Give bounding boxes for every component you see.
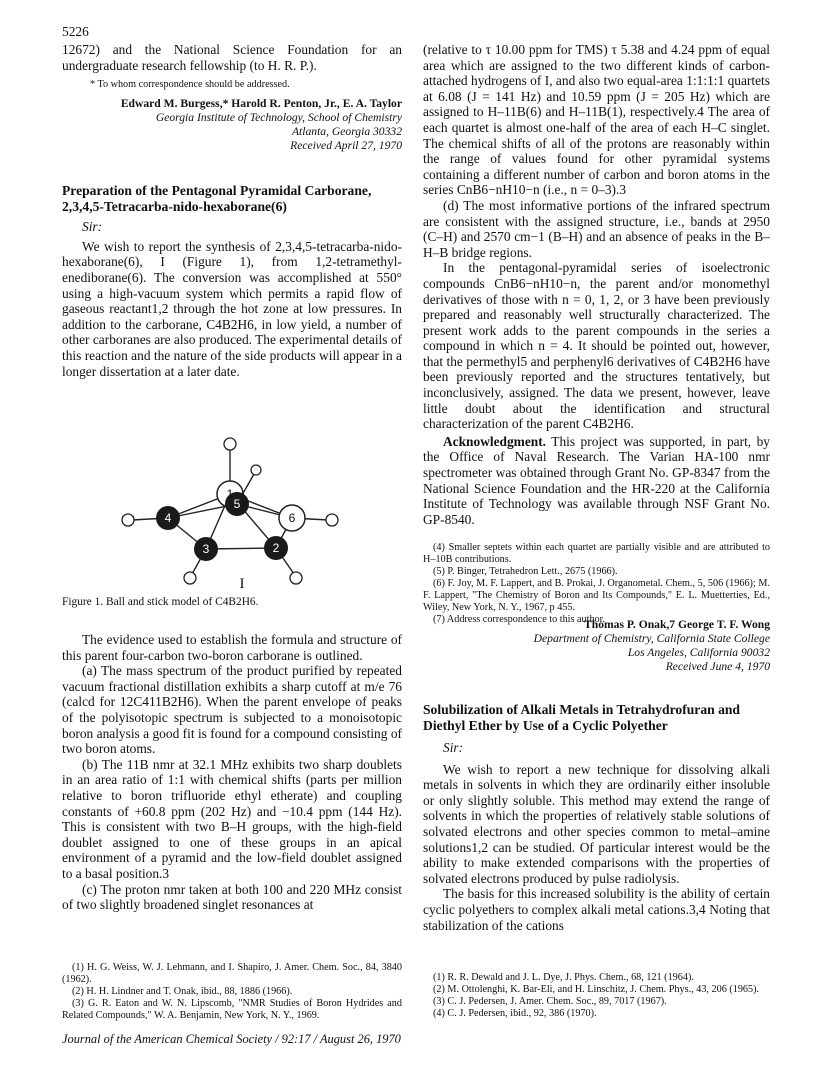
right-column (423, 42, 770, 527)
footnote: (5) P. Binger, Tetrahedron Lett., 2675 (1966). (433, 566, 618, 577)
paragraph-a: (a) The mass spectrum of the product purified by repeated vacuum fractional distillation exhibits a sharp cutoff at m/e 76 (calcd for 12C411B2H6). When the parent envelope of peaks of the polyisotopic spectrum is subjected to a monoisotopic boron analysis a good fit is found for a compound consisting of two boron atoms. (62, 663, 402, 757)
left-column (62, 42, 402, 379)
footnote: (2) H. H. Lindner and T. Onak, ibid., 88, 1886 (1966). (72, 986, 293, 997)
sir-salutation: Sir: (82, 219, 103, 235)
affiliation-2-line-1: Department of Chemistry, California State College (533, 632, 770, 645)
ball-and-stick-figure (100, 434, 360, 594)
article-title: Preparation of the Pentagonal Pyramidal Carborane, 2,3,4,5-Tetracarba-nido-hexaborane(6) (62, 183, 372, 215)
correspondence-note: * To whom correspondence should be addressed. (90, 79, 290, 91)
figure-caption: Figure 1. Ball and stick model of C4B2H6. (62, 596, 259, 608)
footnote: (3) C. J. Pedersen, J. Amer. Chem. Soc., 89, 7017 (1967). (433, 996, 667, 1007)
paragraph-b: (b) The 11B nmr at 32.1 MHz exhibits two sharp doublets in an area ratio of 1:1 with chemical shifts (parts per million relative to boron trifluoride ethyl etherate) and coupling constants of +60.8 ppm (202 Hz) and −10.4 ppm (144 Hz). This is consistent with two B–H groups, with the high-field doublet assigned to one of these groups in an apical environment of a pyramid and the low-field doublet assigned to a basal position.3 (62, 756, 402, 881)
atom-label: 4 (164, 511, 172, 525)
compound-label: I (239, 576, 245, 592)
footnote: (4) Smaller septets within each quartet are partially visible and are attributed to H–10B contributions. (423, 542, 770, 565)
sir-salutation-2: Sir: (443, 740, 464, 755)
journal-footer: Journal of the American Chemical Society / 92:17 / August 26, 1970 (62, 1032, 401, 1046)
footnote: (4) C. J. Pedersen, ibid., 92, 386 (1970). (433, 1008, 597, 1019)
paragraph-e: In the pentagonal-pyramidal series of isoelectronic compounds CnB6−nH10−n, the parent and/or monomethyl derivatives of those with n = 0, 1, 2, or 3 have been previously prepared and reasonably well structurally characterized. The present work adds to the parent compounds in the series a compound in which n = 4. It should be pointed out, however, that the permethyl5 and perphenyl6 derivatives of C4B2H6 have been previously reported and the structures tentatively, but inconclusively, assigned. The data we present, however, leave little doubt about the identification and structural characterization of the parent C4B2H6. (423, 260, 770, 432)
affiliation-2-line-2: Los Angeles, California 90032 (627, 646, 770, 659)
page-number: 5226 (62, 24, 89, 39)
paragraph-d: (d) The most informative portions of the infrared spectrum are consistent with the assigned structure, i.e., bands at 2950 (C–H) and 2570 cm−1 (B–H) and an absence of peaks in the B–H–B bridge regions. (423, 197, 770, 260)
atom-label: 1 (226, 487, 234, 501)
intro-text: 12672) and the National Science Foundation for an undergraduate research fellowship (to H. R. P.). (62, 42, 402, 73)
paragraph-c: (c) The proton nmr taken at both 100 and 220 MHz consist of two slightly broadened singlet resonances at (62, 881, 402, 913)
received-1: Received April 27, 1970 (290, 139, 402, 153)
authors-1: Edward M. Burgess,* Harold R. Penton, Jr., E. A. Taylor (120, 97, 402, 111)
footnote: (7) Address correspondence to this author. (433, 614, 606, 625)
left-column-lower (62, 632, 402, 913)
atom-label: 6 (288, 511, 296, 525)
authors-block-2 (423, 618, 770, 674)
paragraph-1: We wish to report the synthesis of 2,3,4,5-tetracarba-nido-hexaborane(6), I (Figure 1), from 1,2-tetramethyl-enediborane(6). The conversion was accomplished at 550° using a high-vacuum system which permits a rapid flow of gaseous reactant1,2 through the hot zone at low pressures. In addition to the carborane, C4B2H6, in low yield, a number of other carboranes are also produced. The experimental details of this reaction and the nature of the side products will appear in a longer dissertation at a later date. (62, 238, 402, 379)
atom-label: 2 (272, 541, 280, 555)
affiliation-1-line-1: Georgia Institute of Technology, School of Chemistry (155, 111, 402, 125)
right-footnotes-1 (423, 542, 770, 626)
authors-2: Thomas P. Onak,7 George T. F. Wong (584, 618, 770, 631)
acknowledgment-text: This project was supported, in part, by the Office of Naval Research. The Varian HA-100 nmr spectrometer was obtained through Grant No. GP-8347 from the National Science Foundation and the HR-220 at the California Institute of Technology was available through NSF Grant No. GP-8540. (423, 433, 771, 527)
article-2-title: Solubilization of Alkali Metals in Tetrahydrofuran and Diethyl Ether by Use of a Cyclic Polyether (423, 702, 740, 733)
acknowledgment-label: Acknowledgment. (443, 433, 547, 449)
hydrogen-atom (290, 572, 302, 584)
footnote: (1) R. R. Dewald and J. L. Dye, J. Phys. Chem., 68, 121 (1964). (433, 972, 694, 983)
footnote: (1) H. G. Weiss, W. J. Lehmann, and I. Shapiro, J. Amer. Chem. Soc., 84, 3840 (1962). (62, 962, 402, 985)
right-footnotes-2 (423, 972, 770, 1020)
hydrogen-atom (184, 572, 196, 584)
footnote: (2) M. Ottolenghi, K. Bar-Eli, and H. Linschitz, J. Chem. Phys., 43, 206 (1965). (433, 984, 760, 995)
paragraph-c-continued: (relative to τ 10.00 ppm for TMS) τ 5.38 and 4.24 ppm of equal area which are assigned to the two different kinds of carbon-attached hydrogens of I, and also two equal-area 1:1:1:1 quartets at 6.08 (J = 141 Hz) and 10.59 ppm (J = 205 Hz) which are assigned to H–11B(6) and H–11B(1), respectively.4 The area of each quartet is almost one-half of the area of each H–C singlet. The chemical shifts of all of the protons are reasonably within the range of values found for other pyramidal systems containing a different number of carbon and boron atoms in the series CnB6−nH10−n (i.e., n = 0–3).3 (423, 42, 770, 198)
footnote: (6) F. Joy, M. F. Lappert, and B. Prokai, J. Organometal. Chem., 5, 506 (1966); M. F. Lappert, "The Chemistry of Boron and Its Compounds," E. L. Muetterties, Ed., Wiley, New York, N. Y., 1967, p 455. (423, 578, 770, 613)
hydrogen-atom (326, 514, 338, 526)
paragraph-2: The evidence used to establish the formula and structure of this parent four-carbon two-boron carborane is outlined. (62, 632, 402, 663)
hydrogen-atom (251, 465, 261, 475)
footnote: (3) G. R. Eaton and W. N. Lipscomb, "NMR Studies of Boron Hydrides and Related Compounds," W. A. Benjamin, New York, N. Y., 1969. (62, 998, 402, 1021)
atom-label: 3 (202, 542, 210, 556)
paragraph-2-1: We wish to report a new technique for dissolving alkali metals in solvents in which they are ordinarily either insoluble or only slightly soluble. This method may extend the range of solvents in which the properties of relatively stable solutions of solvated electrons and other species common to metal–amine solutions1,2 can be studied. Of particular interest would be the ability to make extended comparisons with the properties of solvated electrons produced by pulse radiolysis. (423, 761, 770, 886)
paragraph-2-2: The basis for this increased solubility is the ability of certain cyclic polyethers to complex alkali metal cations.3,4 Noting that stabilization of the cations (423, 886, 770, 933)
hydrogen-atom (122, 514, 134, 526)
hydrogen-atom (224, 438, 236, 450)
right-column-lower (423, 702, 770, 933)
atom-label: 5 (233, 497, 241, 511)
affiliation-1-line-2: Atlanta, Georgia 30332 (291, 125, 402, 139)
received-2: Received June 4, 1970 (665, 660, 770, 673)
left-footnotes (62, 962, 402, 1022)
